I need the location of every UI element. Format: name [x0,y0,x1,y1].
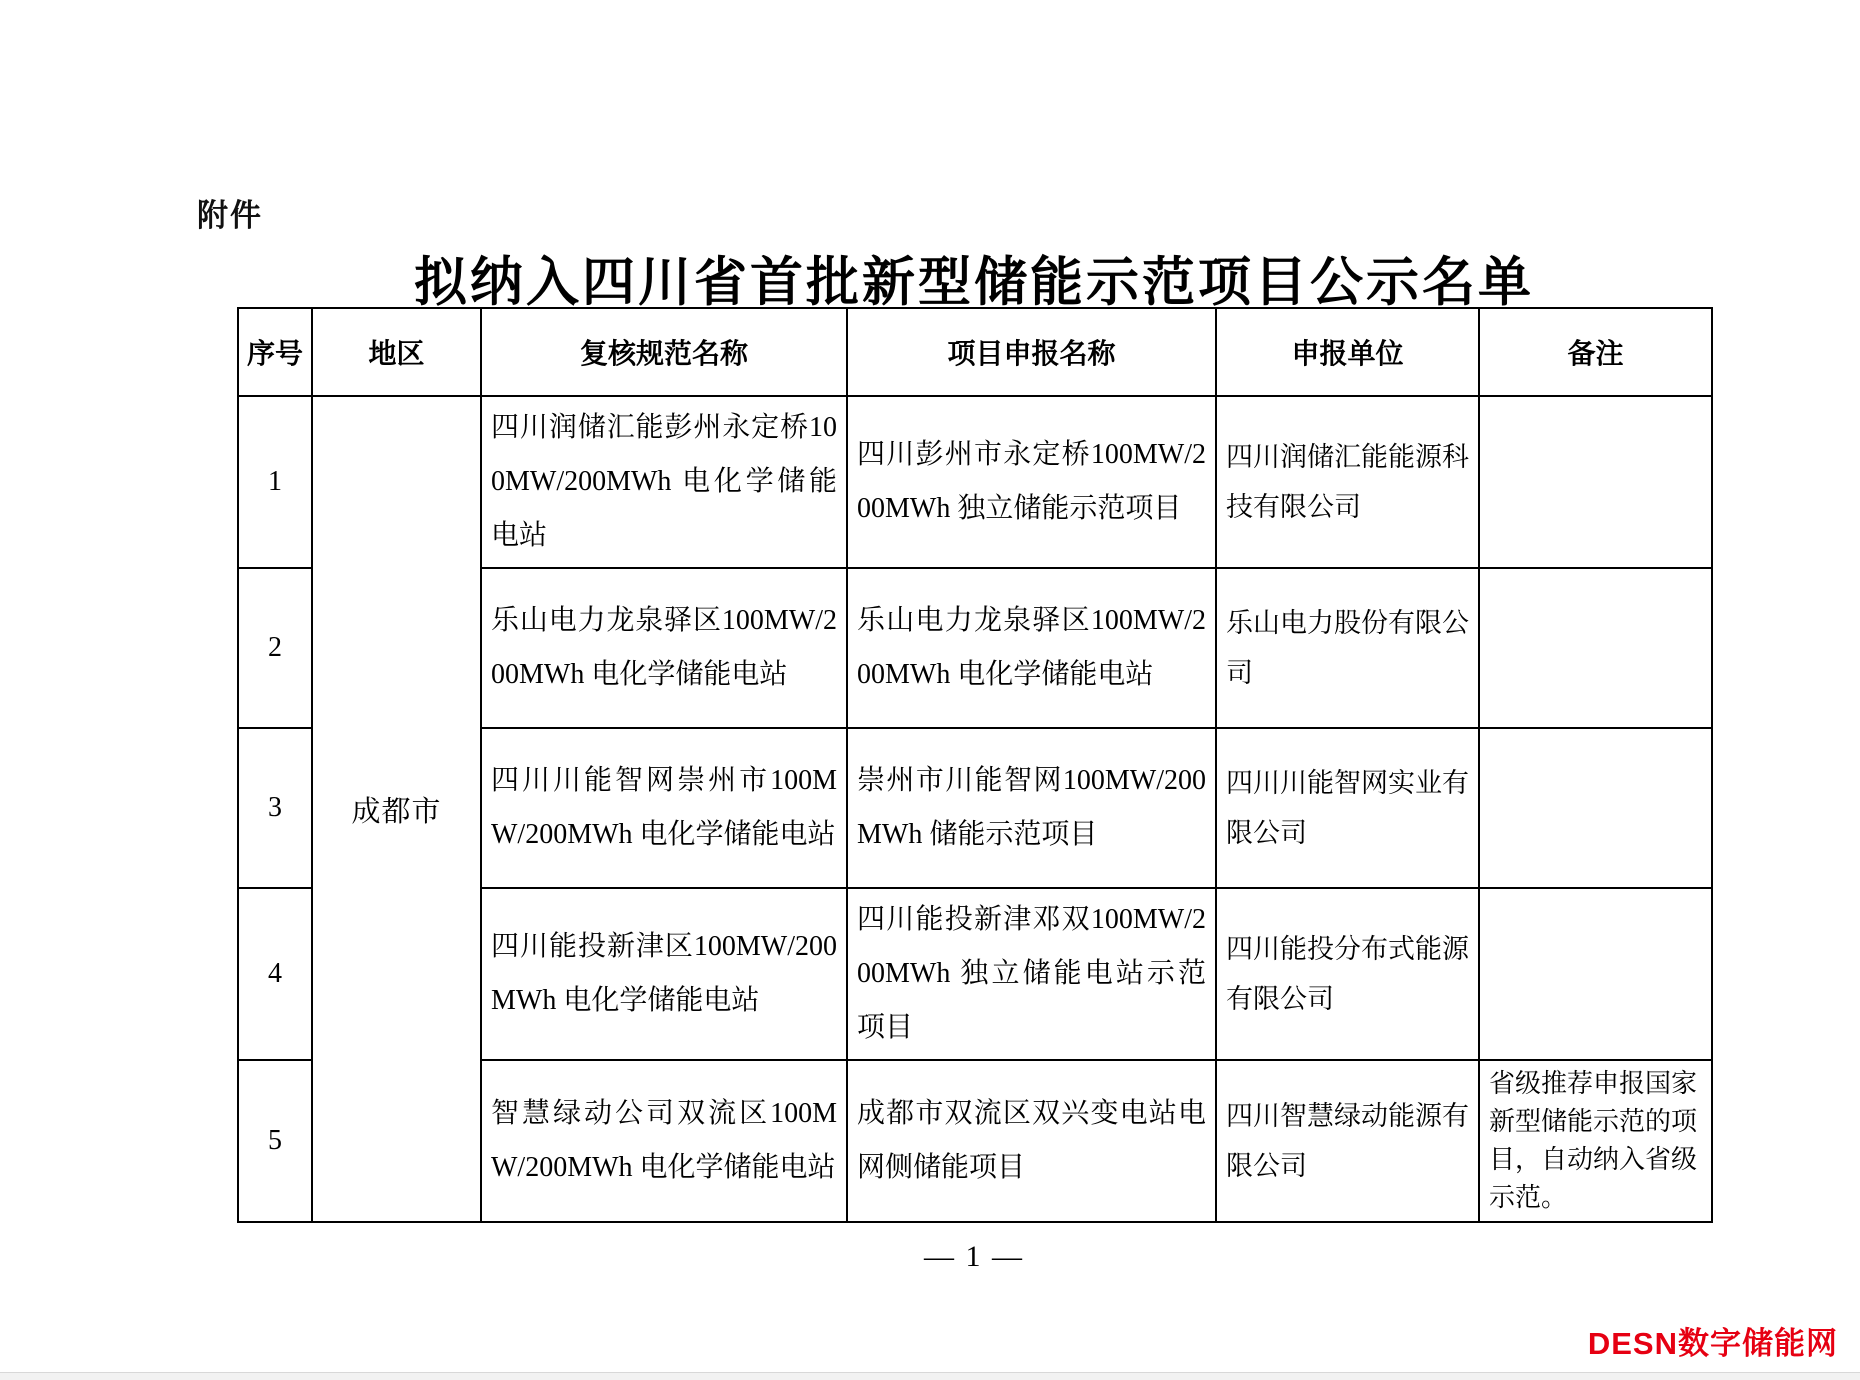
cell-remark [1479,728,1712,888]
cell-region: 成都市 [312,396,481,1222]
cell-review-name: 四川能投新津区100MW/200MWh 电化学储能电站 [481,888,847,1060]
cell-apply-name: 乐山电力龙泉驿区100MW/200MWh 电化学储能电站 [847,568,1216,728]
col-header-remark: 备注 [1479,308,1712,396]
col-header-apply-name: 项目申报名称 [847,308,1216,396]
table-row [238,396,1712,568]
cell-review-name: 四川川能智网崇州市100MW/200MWh 电化学储能电站 [481,728,847,888]
page-number: — 1 — [924,1240,1024,1273]
col-header-review-name: 复核规范名称 [481,308,847,396]
page-bottom-edge [0,1372,1860,1380]
cell-apply-name: 四川彭州市永定桥100MW/200MWh 独立储能示范项目 [847,396,1216,568]
cell-seq: 4 [238,888,312,1060]
cell-applicant: 四川润储汇能能源科技有限公司 [1216,396,1479,568]
cell-applicant: 乐山电力股份有限公司 [1216,568,1479,728]
cell-seq: 3 [238,728,312,888]
cell-apply-name: 四川能投新津邓双100MW/200MWh 独立储能电站示范项目 [847,888,1216,1060]
col-header-applicant: 申报单位 [1216,308,1479,396]
cell-remark [1479,888,1712,1060]
cell-seq: 2 [238,568,312,728]
cell-applicant: 四川智慧绿动能源有限公司 [1216,1060,1479,1222]
cell-remark [1479,568,1712,728]
col-header-seq: 序号 [238,308,312,396]
cell-review-name: 四川润储汇能彭州永定桥100MW/200MWh 电化学储能电站 [481,396,847,568]
page-title: 拟纳入四川省首批新型储能示范项目公示名单 [414,253,1534,312]
header-row [238,308,1712,396]
cell-apply-name: 成都市双流区双兴变电站电网侧储能项目 [847,1060,1216,1222]
projects-table [237,307,1713,1223]
cell-review-name: 乐山电力龙泉驿区100MW/200MWh 电化学储能电站 [481,568,847,728]
cell-applicant: 四川能投分布式能源有限公司 [1216,888,1479,1060]
cell-apply-name: 崇州市川能智网100MW/200MWh 储能示范项目 [847,728,1216,888]
cell-seq: 1 [238,396,312,568]
col-header-region: 地区 [312,308,481,396]
cell-review-name: 智慧绿动公司双流区100MW/200MWh 电化学储能电站 [481,1060,847,1222]
cell-seq: 5 [238,1060,312,1222]
watermark-logo: DESN数字储能网 [1587,1326,1838,1361]
cell-remark [1479,396,1712,568]
attachment-label: 附件 [197,198,263,233]
cell-applicant: 四川川能智网实业有限公司 [1216,728,1479,888]
cell-remark: 省级推荐申报国家新型储能示范的项目，自动纳入省级示范。 [1479,1060,1712,1222]
